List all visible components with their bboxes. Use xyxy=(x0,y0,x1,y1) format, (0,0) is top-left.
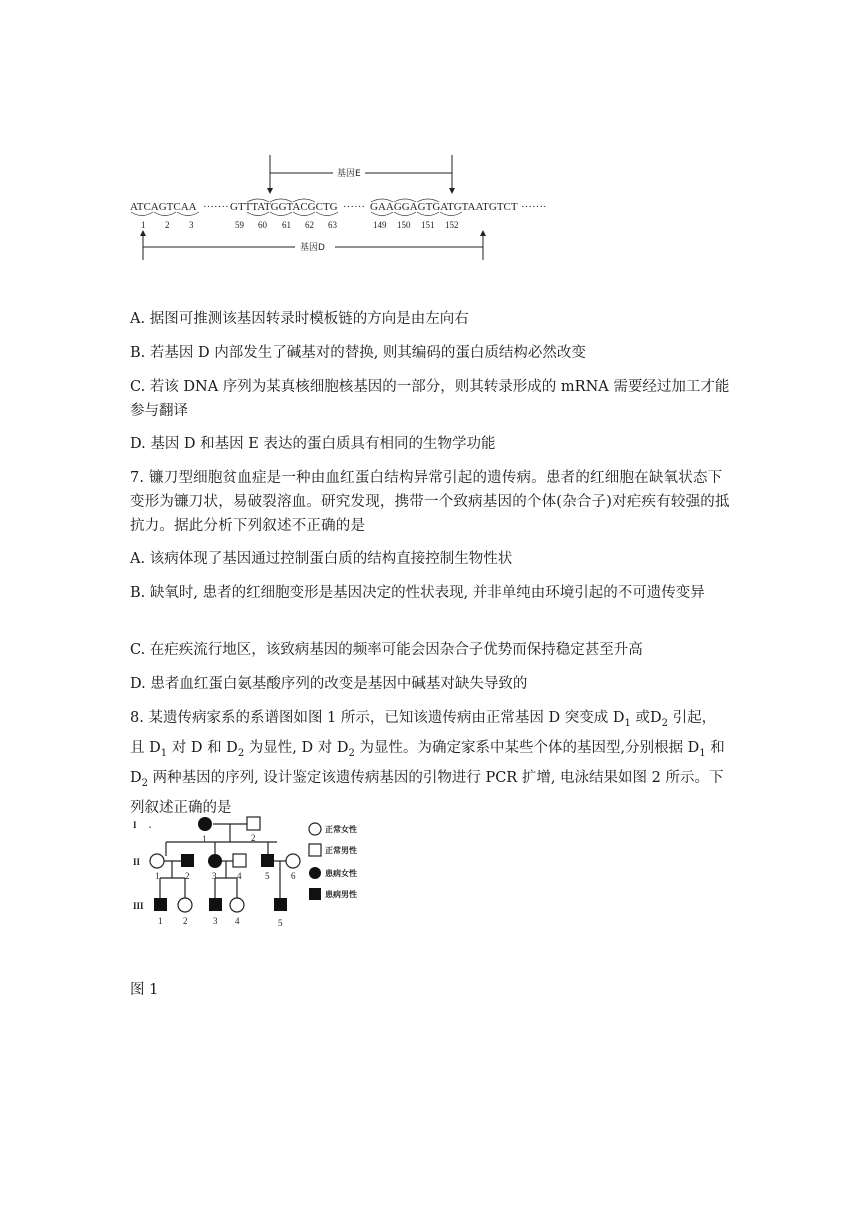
q8-text: 为显性, D 对 D xyxy=(244,739,349,756)
individual-number: 5 xyxy=(265,871,270,881)
normal-male-symbol xyxy=(233,854,246,867)
q8-text: 引起，且 D xyxy=(130,710,717,756)
individual-number: 5 xyxy=(278,918,283,928)
q7-option-c: C. 在疟疾流行地区，该致病基因的频率可能会因杂合子优势而保持稳定甚至升高 xyxy=(130,642,643,658)
affected-male-symbol xyxy=(181,854,194,867)
generation-dot: . xyxy=(149,820,152,830)
codon-number: 152 xyxy=(445,220,459,230)
codon-number: 62 xyxy=(305,220,314,230)
legend-normal-female-icon xyxy=(309,823,321,835)
affected-male-symbol xyxy=(261,854,274,867)
q8-text: 为显性。为确定家系中某些个体的基因型,分别根据 D xyxy=(354,739,700,756)
individual-number: 3 xyxy=(212,871,217,881)
gene-d-label: 基因D xyxy=(300,243,325,253)
codon-number: 61 xyxy=(282,220,291,230)
gene-sequence-figure xyxy=(125,150,555,265)
sequence-segment-1: ATCAGTCAA xyxy=(130,201,197,213)
q8-stem xyxy=(130,706,730,820)
subscript: 1 xyxy=(699,747,706,759)
legend-normal-male-icon xyxy=(309,844,321,856)
subscript: 2 xyxy=(237,747,245,759)
subscript: 2 xyxy=(348,747,355,759)
q6-option-b: B. 若基因 D 内部发生了碱基对的替换, 则其编码的蛋白质结构必然改变 xyxy=(130,345,586,361)
q7-stem: 7. 镰刀型细胞贫血症是一种由血红蛋白结构异常引起的遗传病。患者的红细胞在缺氧状态下变形为镰刀状，易破裂溶血。研究发现，携带一个致病基因的个体(杂合子)对疟疾有较强的抵抗力。据此分析下列叙述不正确的是 xyxy=(130,470,730,534)
legend-affected-male: 患病男性 xyxy=(325,890,357,899)
q8-text: 对 D 和 D xyxy=(167,739,238,756)
affected-male-symbol xyxy=(274,898,287,911)
generation-label: I xyxy=(133,820,137,830)
q8-text: 8. 某遗传病家系的系谱图如图 1 所示，已知该遗传病由正常基因 D 突变成 D xyxy=(130,710,625,726)
legend-affected-male-icon xyxy=(309,888,321,900)
q7-option-b: B. 缺氧时, 患者的红细胞变形是基因决定的性状表现, 并非单纯由环境引起的不可遗传变异 xyxy=(130,585,705,601)
codon-number: 59 xyxy=(235,220,244,230)
affected-female-symbol xyxy=(198,817,212,831)
individual-number: 4 xyxy=(237,871,242,881)
codon-number: 1 xyxy=(141,220,146,230)
codon-number: 63 xyxy=(328,220,337,230)
individual-number: 4 xyxy=(235,916,240,926)
q8-text: D xyxy=(649,710,662,726)
codon-number: 60 xyxy=(258,220,267,230)
figure-1-caption: 图 1 xyxy=(130,982,159,998)
q8-text: 和 D xyxy=(130,739,725,786)
normal-female-symbol xyxy=(178,898,192,912)
codon-number: 2 xyxy=(165,220,170,230)
individual-number: 3 xyxy=(213,916,218,926)
q6-option-c: C. 若该 DNA 序列为某真核细胞核基因的一部分，则其转录形成的 mRNA 需要经过加工才能参与翻译 xyxy=(130,379,730,419)
generation-label: III xyxy=(133,901,144,911)
sequence-dots-3: ······· xyxy=(521,201,547,213)
codon-number: 151 xyxy=(421,220,435,230)
subscript: 1 xyxy=(624,717,631,729)
subscript: 2 xyxy=(141,777,149,789)
q8-text: 或 xyxy=(630,710,650,726)
normal-female-symbol xyxy=(150,854,164,868)
gene-diagram xyxy=(125,150,555,265)
subscript: 2 xyxy=(661,717,668,729)
legend-affected-female: 患病女性 xyxy=(325,869,357,878)
individual-number: 1 xyxy=(155,871,160,881)
individual-number: 2 xyxy=(183,916,188,926)
affected-male-symbol xyxy=(154,898,167,911)
normal-female-symbol xyxy=(286,854,300,868)
sequence-segment-2: GTTTATGGTACGCTG xyxy=(230,201,338,213)
normal-female-symbol xyxy=(230,898,244,912)
codon-number: 150 xyxy=(397,220,411,230)
individual-number: 1 xyxy=(202,834,207,844)
q8-text: 两种基因的序列, 设计鉴定该遗传病基因的引物进行 PCR 扩增, 电泳结果如图 2 所示。下列叙述正确的是 xyxy=(130,769,724,816)
codon-number: 149 xyxy=(373,220,387,230)
affected-female-symbol xyxy=(208,854,222,868)
sequence-dots-1: ······· xyxy=(203,201,229,213)
individual-number: 2 xyxy=(185,871,190,881)
sequence-segment-3: GAAGGAGTGATGTAATGTCT xyxy=(370,201,518,213)
q6-option-d: D. 基因 D 和基因 E 表达的蛋白质具有相同的生物学功能 xyxy=(130,436,496,452)
legend-normal-male: 正常男性 xyxy=(325,846,357,855)
generation-label: II xyxy=(133,857,141,867)
individual-number: 1 xyxy=(158,916,163,926)
individual-number: 2 xyxy=(251,833,256,843)
pedigree-chart xyxy=(125,810,385,930)
pedigree-figure xyxy=(125,810,385,930)
normal-male-symbol xyxy=(247,817,260,830)
sequence-dots-2: ······ xyxy=(343,201,365,213)
subscript: 1 xyxy=(160,747,168,759)
individual-number: 6 xyxy=(291,871,296,881)
q7-option-d: D. 患者血红蛋白氨基酸序列的改变是基因中碱基对缺失导致的 xyxy=(130,676,528,692)
q6-option-a: A. 据图可推测该基因转录时模板链的方向是由左向右 xyxy=(130,311,469,327)
q7-option-a: A. 该病体现了基因通过控制蛋白质的结构直接控制生物性状 xyxy=(130,551,513,567)
gene-e-label: 基因E xyxy=(337,169,361,179)
legend-normal-female: 正常女性 xyxy=(325,825,357,834)
legend-affected-female-icon xyxy=(309,867,321,879)
codon-number: 3 xyxy=(189,220,194,230)
affected-male-symbol xyxy=(209,898,222,911)
